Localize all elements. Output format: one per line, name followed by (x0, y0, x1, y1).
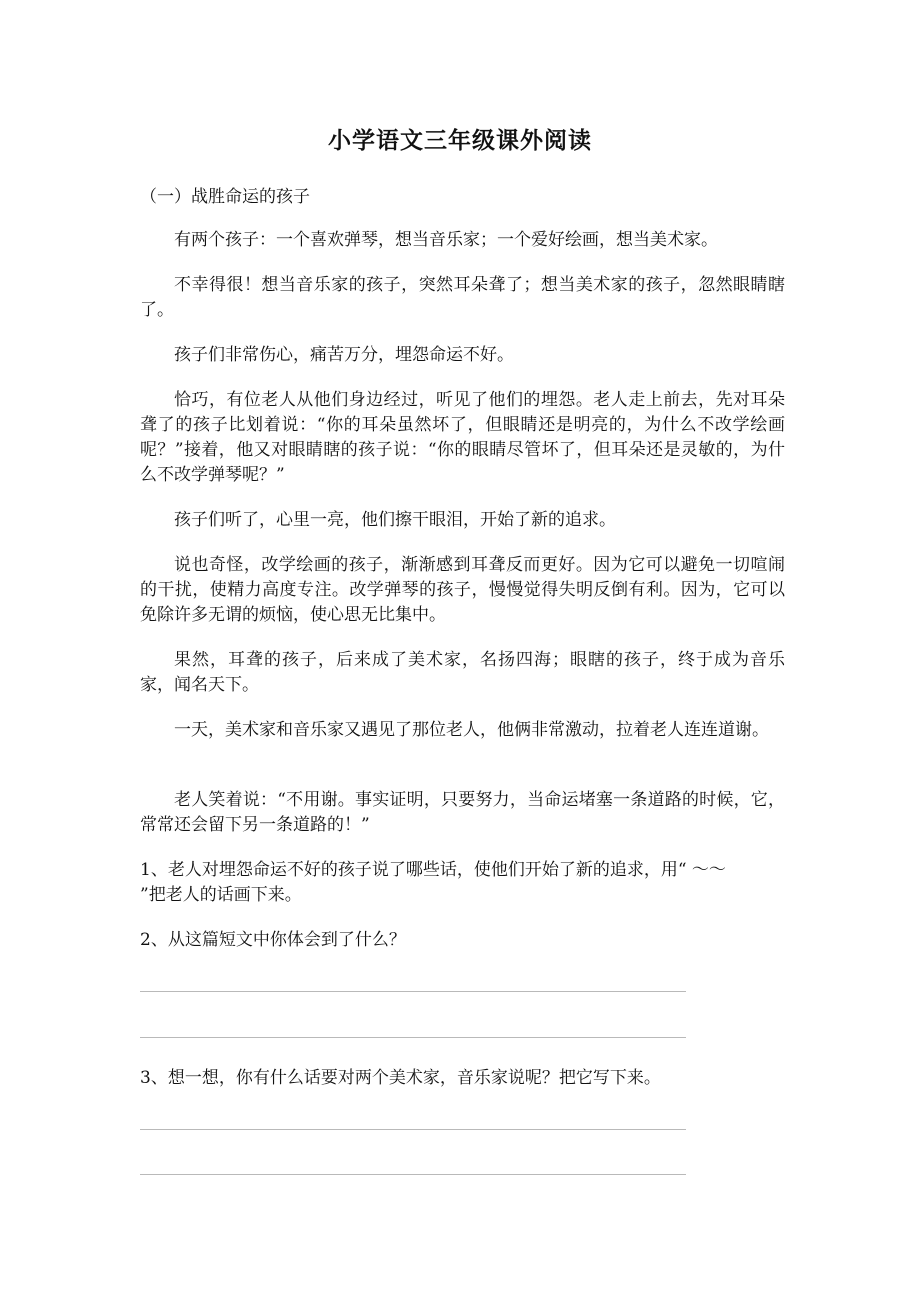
answer-line[interactable] (140, 1129, 686, 1130)
paragraph-4: 恰巧，有位老人从他们身边经过，听见了他们的埋怨。老人走上前去，先对耳朵聋了的孩子比划着说：“你的耳朵虽然坏了，但眼睛还是明亮的，为什么不改学绘画呢？”接着，他又对眼睛瞎的孩子说：“你的眼睛尽管坏了，但耳朵还是灵敏的，为什么不改学弹琴呢？” (140, 390, 785, 485)
answer-line[interactable] (140, 1174, 686, 1175)
paragraph-3: 孩子们非常伤心，痛苦万分，埋怨命运不好。 (174, 345, 514, 365)
answer-line[interactable] (140, 1037, 686, 1038)
question-3: 3、想一想，你有什么话要对两个美术家，音乐家说呢？把它写下来。 (140, 1068, 661, 1088)
question-2: 2、从这篇短文中你体会到了什么？ (140, 930, 406, 950)
paragraph-7: 果然，耳聋的孩子，后来成了美术家，名扬四海；眼瞎的孩子，终于成为音乐家，闻名天下。 (140, 650, 785, 695)
paragraph-6: 说也奇怪，改学绘画的孩子，渐渐感到耳聋反而更好。因为它可以避免一切喧闹的干扰，使精力高度专注。改学弹琴的孩子，慢慢觉得失明反倒有利。因为，它可以免除许多无谓的烦恼，使心思无比集中。 (140, 555, 785, 625)
question-1: 1、老人对埋怨命运不好的孩子说了哪些话，使他们开始了新的追求，用“ ～～ ”把老人的话画下来。 (140, 860, 726, 905)
document-title: 小学语文三年级课外阅读 (328, 127, 592, 154)
paragraph-8: 一天，美术家和音乐家又遇见了那位老人，他俩非常激动，拉着老人连连道谢。 (174, 720, 769, 740)
paragraph-5: 孩子们听了，心里一亮，他们擦干眼泪，开始了新的追求。 (174, 510, 616, 530)
paragraph-9: 老人笑着说：“不用谢。事实证明，只要努力，当命运堵塞一条道路的时候，它，常常还会留下另一条道路的！” (140, 790, 785, 835)
paragraph-1: 有两个孩子：一个喜欢弹琴，想当音乐家；一个爱好绘画，想当美术家。 (174, 230, 718, 250)
answer-line[interactable] (140, 991, 686, 992)
paragraph-2: 不幸得很！想当音乐家的孩子，突然耳朵聋了；想当美术家的孩子，忽然眼睛瞎了。 (140, 275, 785, 320)
section-title: （一）战胜命运的孩子 (140, 187, 310, 207)
